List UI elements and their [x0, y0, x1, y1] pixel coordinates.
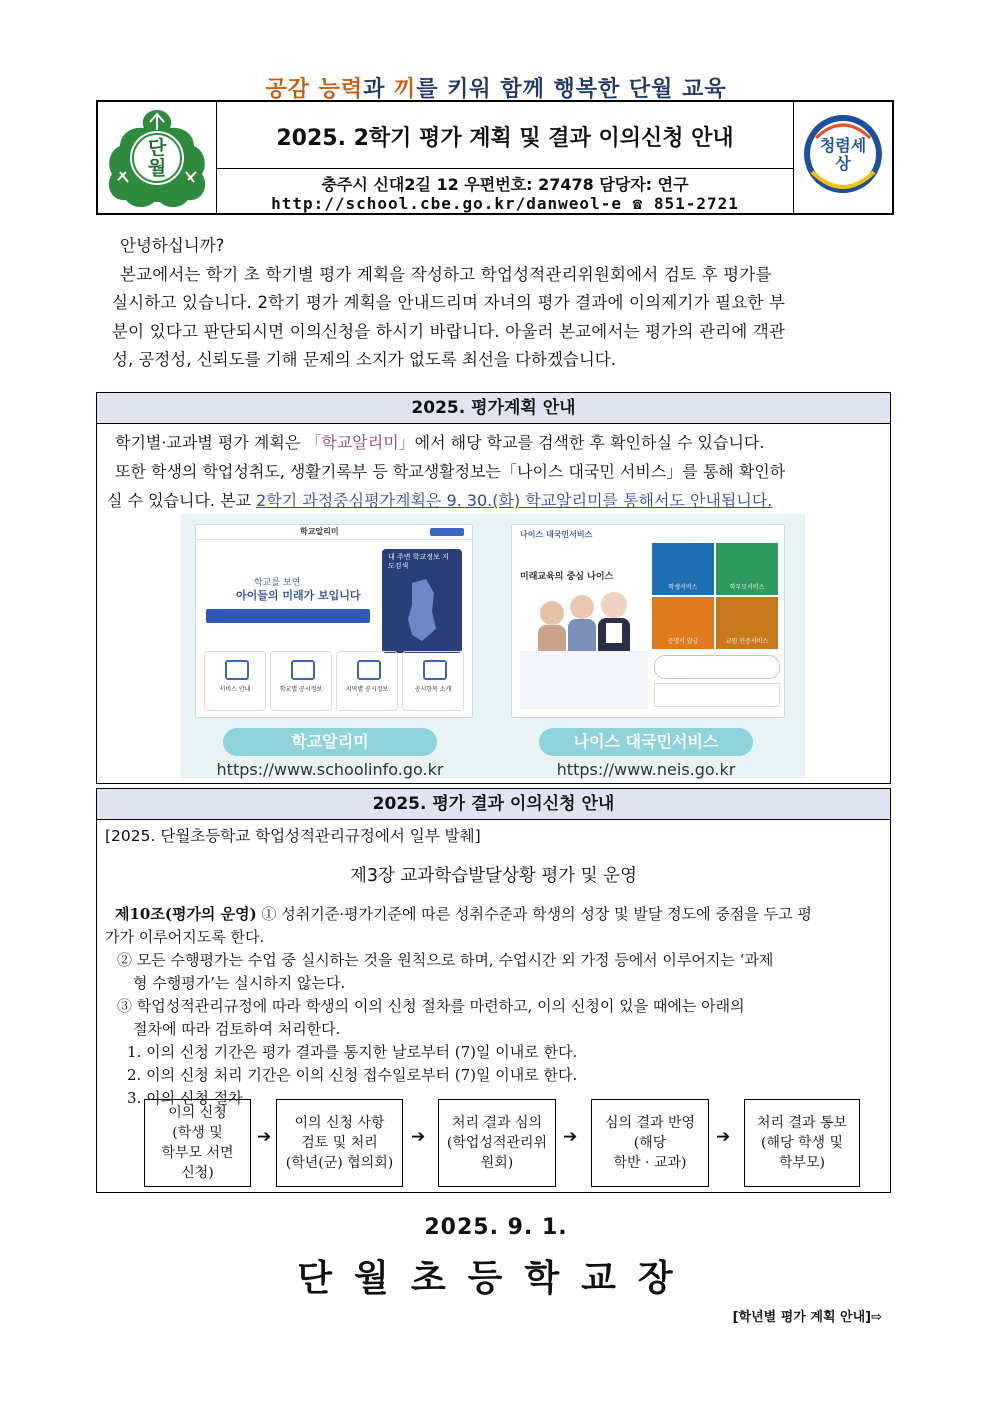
tile-label: 증명서 발급: [667, 638, 699, 645]
site-brand: 학교알리미: [300, 527, 339, 536]
process-plan-notice[interactable]: 2학기 과정중심평가계획은 9. 30.(화) 학교알리미를 통해서도 안내됩니다.: [256, 491, 773, 510]
motto-part2: 과: [363, 77, 394, 102]
schoolinfo-button[interactable]: 학교알리미: [223, 728, 437, 756]
korea-map-panel: [382, 549, 462, 653]
schoolinfo-url[interactable]: https://www.schoolinfo.go.kr: [216, 760, 444, 779]
site-tagline: 미래교육의 중심 나이스: [520, 572, 614, 582]
site-brand: 나이스 대국민서비스: [520, 530, 593, 539]
service-card[interactable]: [402, 651, 464, 711]
section-body: [97, 424, 890, 515]
integrity-logo-text: 청렴세상: [819, 136, 867, 173]
rule-line: 1. 이의 신청 기간은 평가 결과를 통지한 날로부터 (7)일 이내로 한다.: [127, 1043, 578, 1061]
hero-line: 학교를 보면: [254, 578, 301, 588]
plan-line: [107, 486, 880, 515]
rule-line: 가가 이루어지도록 한다.: [105, 928, 265, 946]
card-label: 학교별 공시정보: [279, 686, 323, 693]
article-title: 제10조(평가의 운영): [115, 905, 257, 923]
rule-line: ② 모든 수행평가는 수업 중 실시하는 것을 원칙으로 하며, 수업시간 외 가정 등에서 이루어지는 ‘과제: [117, 951, 774, 969]
site-search-bar: [206, 609, 370, 623]
tile-label: 학생서비스: [668, 584, 698, 591]
intro-line: 본교에서는 학기 초 학기별 평가 계획을 작성하고 학업성적관리위원회에서 검토 후 평가를: [120, 264, 772, 284]
intro-line: 분이 있다고 판단되시면 이의신청을 하시기 바랍니다. 아울러 본교에서는 평가의 관리에 객관: [112, 321, 786, 341]
tile-label: 교원 인증서비스: [725, 638, 769, 645]
korea-map-icon: [382, 549, 462, 653]
flow-step-text: 이의 신청 (학생 및 학부모 서면 신청): [161, 1105, 234, 1181]
neis-button[interactable]: 나이스 대국민서비스: [539, 728, 753, 756]
card-label: 서비스 안내: [219, 686, 251, 693]
motto-part3: 끼: [394, 77, 417, 102]
website-banner: [181, 514, 805, 779]
section-heading: 2025. 평가 결과 이의신청 안내: [97, 789, 890, 820]
next-page-link[interactable]: [학년별 평가 계획 안내]⇨: [732, 1310, 882, 1325]
evaluation-plan-section: [96, 392, 891, 784]
site-login-button: [430, 528, 464, 536]
rule-line: 형 수행평가’는 실시하지 않는다.: [133, 974, 346, 992]
flow-step: [591, 1099, 709, 1187]
title-cell: [216, 102, 794, 169]
intro-line: 성, 공정성, 신뢰도를 기해 문제의 소지가 없도록 최선을 다하겠습니다.: [112, 350, 616, 369]
arrow-right-icon: ➔: [563, 1127, 578, 1147]
plan-line: [107, 428, 880, 457]
letter-header: [96, 100, 894, 215]
plan-line-text: 실 수 있습니다. 본교: [107, 491, 257, 510]
hero-line: 아이들의 미래가 보입니다: [236, 589, 361, 602]
regulation-citation: [2025. 단월초등학교 학업성적관리규정에서 일부 발췌]: [105, 827, 481, 845]
appeal-section: [96, 788, 891, 1193]
tile-student[interactable]: [652, 543, 714, 595]
rule-line: 절차에 따라 검토하여 처리한다.: [133, 1020, 341, 1038]
school-icon: [291, 660, 315, 680]
schoolinfo-screenshot[interactable]: [195, 524, 473, 718]
service-card[interactable]: [270, 651, 332, 711]
card-label: 공시항목 소개: [414, 686, 452, 693]
flow-step-text: 처리 결과 심의 (학업성적관리위 원회): [446, 1115, 548, 1171]
arrow-right-icon: ➔: [716, 1127, 731, 1147]
flow-step: [276, 1099, 403, 1187]
motto-part4: 를 키워 함께 행복한 단월 교육: [416, 77, 727, 102]
rule-line: [105, 903, 882, 926]
plan-line: 또한 학생의 학업성취도, 생활기록부 등 학교생활정보는「나이스 대국민 서비스」를 통해 확인하: [115, 462, 786, 481]
flow-step-text: 처리 결과 통보 (해당 학생 및 학부모): [756, 1115, 848, 1171]
motto-part1: 공감 능력: [265, 77, 364, 102]
document-icon: [423, 660, 447, 680]
letter-date: 2025. 9. 1.: [424, 1215, 568, 1240]
section-heading: 2025. 평가계획 안내: [97, 393, 890, 424]
map-label: 내 주변 학교정보 지도검색: [388, 553, 449, 570]
school-logo: [98, 102, 217, 213]
service-card[interactable]: [204, 651, 266, 711]
article-10: [105, 903, 882, 1110]
arrow-right-icon: ➔: [257, 1127, 272, 1147]
integrity-logo: [793, 102, 892, 213]
principal-signature: 단월초등학교장: [297, 1258, 695, 1299]
rule-line: ③ 학업성적관리규정에 따라 학생의 이의 신청 절차를 마련하고, 이의 신청이 있을 때에는 아래의: [117, 997, 745, 1015]
tile-teacher[interactable]: [716, 597, 778, 649]
intro-line: 실시하고 있습니다. 2학기 평가 계획을 안내드리며 자녀의 평가 결과에 이의제기가 필요한 부: [112, 293, 786, 312]
neis-screenshot[interactable]: [511, 524, 785, 718]
intro-paragraph: [112, 232, 882, 375]
chapter-title: 제3장 교과학습발달상황 평가 및 운영: [350, 866, 637, 886]
site-topbar: [196, 525, 472, 540]
rule-line: 3. 이의 신청 절차: [127, 1089, 243, 1107]
service-pill: [654, 655, 780, 679]
tile-label: 학부모서비스: [729, 584, 765, 591]
card-label: 지역별 공시정보: [345, 686, 389, 693]
page-title: 2025. 2학기 평가 계획 및 결과 이의신청 안내: [276, 126, 734, 151]
chart-icon: [357, 660, 381, 680]
flow-step: [144, 1099, 251, 1187]
schoolinfo-link[interactable]: 「학교알리미」: [305, 433, 415, 452]
logo-text: 단월: [147, 137, 167, 179]
school-url[interactable]: http://school.cbe.go.kr/danweol-e ☎ 851-2721: [271, 194, 739, 213]
neis-url[interactable]: https://www.neis.go.kr: [556, 760, 736, 779]
rule-line: 2. 이의 신청 처리 기간은 이의 신청 접수일로부터 (7)일 이내로 한다.: [127, 1066, 578, 1084]
plan-line-text: 학기별·교과별 평가 계획은: [115, 433, 306, 452]
motto: [0, 72, 992, 103]
tile-parent[interactable]: [716, 543, 778, 595]
monitor-icon: [225, 660, 249, 680]
flow-step: [438, 1099, 556, 1187]
flow-step: [744, 1099, 860, 1187]
notice-list: [520, 651, 648, 709]
greeting: 안녕하십니까?: [120, 236, 225, 255]
tile-certificate[interactable]: [652, 597, 714, 649]
flow-step-text: 심의 결과 반영 (해당 학반 · 교과): [604, 1115, 696, 1171]
school-address: 충주시 신대2길 12 우편번호: 27478 담당자: 연구: [321, 175, 689, 194]
service-pill: [654, 683, 780, 707]
flow-step-text: 이의 신청 사항 검토 및 처리 (학년(군) 협의회): [285, 1115, 394, 1171]
service-card[interactable]: [336, 651, 398, 711]
arrow-right-icon: ➔: [411, 1127, 426, 1147]
rule-text: ① 성취기준·평가기준에 따른 성취수준과 학생의 성장 및 발달 정도에 중점을 두고 평: [256, 905, 812, 923]
plan-line-text: 에서 해당 학교를 검색한 후 확인하실 수 있습니다.: [414, 433, 765, 452]
